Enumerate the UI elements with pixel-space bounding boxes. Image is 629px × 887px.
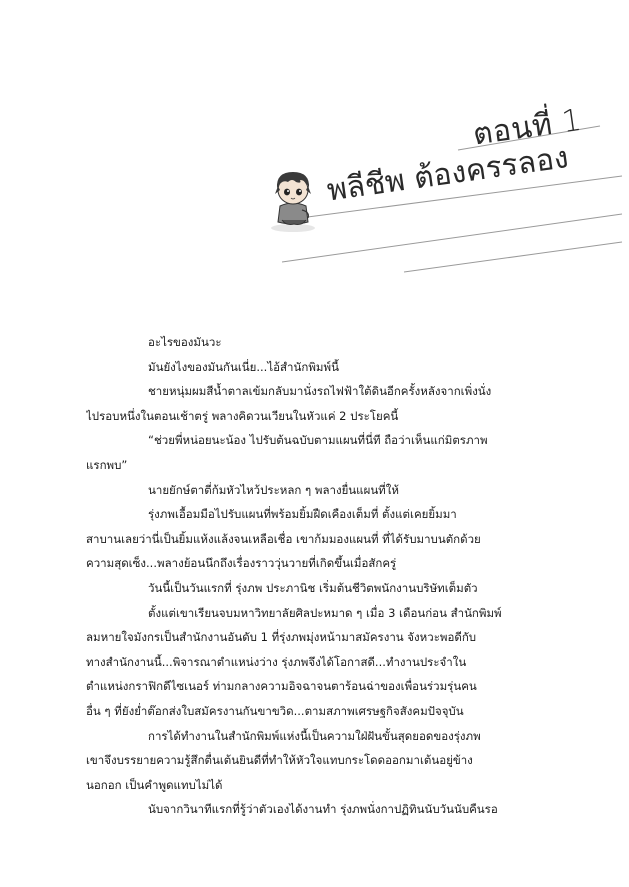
text-line: “ช่วยพี่หน่อยนะน้อง ไปรับต้นฉบับตามแผนที่นี่ที ถือว่าเห็นแก่มิตรภาพ <box>148 433 488 448</box>
text-line: รุ่งภพเอื้อมมือไปรับแผนที่พร้อมยิ้มฝืดเคืองเต็มที่ ตั้งแต่เคยยิ้มมา <box>148 507 457 522</box>
chapter-title: พลีชีพ ต้องครรลอง <box>324 140 571 209</box>
chapter-header <box>0 0 629 290</box>
text-line: ไปรอบหนึ่งในตอนเช้าตรู่ พลางคิดวนเวียนในหัวแค่ 2 ประโยคนี้ <box>86 408 399 423</box>
text-line: เขาจึงบรรยายความรู้สึกตื่นเต้นยินดีที่ทำให้หัวใจแทบกระโดดออกมาเต้นอยู่ข้าง <box>86 753 473 768</box>
text-line: สาบานเลยว่านี่เป็นยิ้มแห้งแล้งจนเหลือเชื่อ เขาก้มมองแผนที่ ที่ได้รับมาบนตักด้วย <box>86 531 481 546</box>
text-line: การได้ทำงานในสำนักพิมพ์แห่งนี้เป็นความใฝ่ฝันขั้นสุดยอดของรุ่งภพ <box>148 728 481 743</box>
text-line: แรกพบ” <box>86 457 128 472</box>
text-line: ตำแหน่งกราฟิกดีไซเนอร์ ท่ามกลางความอิจฉาจนตาร้อนฉ่าของเพื่อนร่วมรุ่นคน <box>86 679 477 694</box>
text-line: นายยักษ์ตาตี่ก้มหัวไหว้ประหลก ๆ พลางยื่นแผนที่ให้ <box>148 482 399 497</box>
text-line: อะไรของมันวะ <box>148 335 222 349</box>
text-line: นอกอก เป็นคำพูดแทบไม่ได้ <box>86 777 223 792</box>
text-line: ตั้งแต่เขาเรียนจบมหาวิทยาลัยศิลปะหมาด ๆ เมื่อ 3 เดือนก่อน สำนักพิมพ์ <box>148 605 502 620</box>
text-line: อื่น ๆ ที่ยังย่ำต๊อกส่งใบสมัครงานกันขาขวิด...ตามสภาพเศรษฐกิจสังคมปัจจุบัน <box>86 703 464 718</box>
text-line: ทางสำนักงานนี้...พิจารณาตำแหน่งว่าง รุ่งภพจึงได้โอกาสดี...ทำงานประจำใน <box>86 654 467 669</box>
body-text <box>86 330 572 822</box>
chibi-boy-illustration-icon <box>262 166 324 234</box>
text-line: วันนี้เป็นวันแรกที่ รุ่งภพ ประภานิช เริ่มต้นชีวิตพนักงานบริษัทเต็มตัว <box>148 580 478 595</box>
text-line: ความสุดเซ็ง...พลางย้อนนึกถึงเรื่องราววุ่นวายที่เกิดขึ้นเมื่อสักครู่ <box>86 556 397 571</box>
chapter-number: ตอนที่ 1 <box>470 102 585 153</box>
text-line: ชายหนุ่มผมสีน้ำตาลเข้มกลับมานั่งรถไฟฟ้าใต้ดินอีกครั้งหลังจากเพิ่งนั่ง <box>148 384 492 399</box>
text-line: ลมหายใจมังกรเป็นสำนักงานอันดับ 1 ที่รุ่งภพมุ่งหน้ามาสมัครงาน จังหวะพอดีกับ <box>86 630 477 645</box>
text-line: มันยังไงของมันกันเนี่ย...ไอ้สำนักพิมพ์นี้ <box>148 359 339 374</box>
text-line: นับจากวินาทีแรกที่รู้ว่าตัวเองได้งานทำ รุ่งภพนั่งกาปฏิทินนับวันนับคืนรอ <box>148 802 498 817</box>
